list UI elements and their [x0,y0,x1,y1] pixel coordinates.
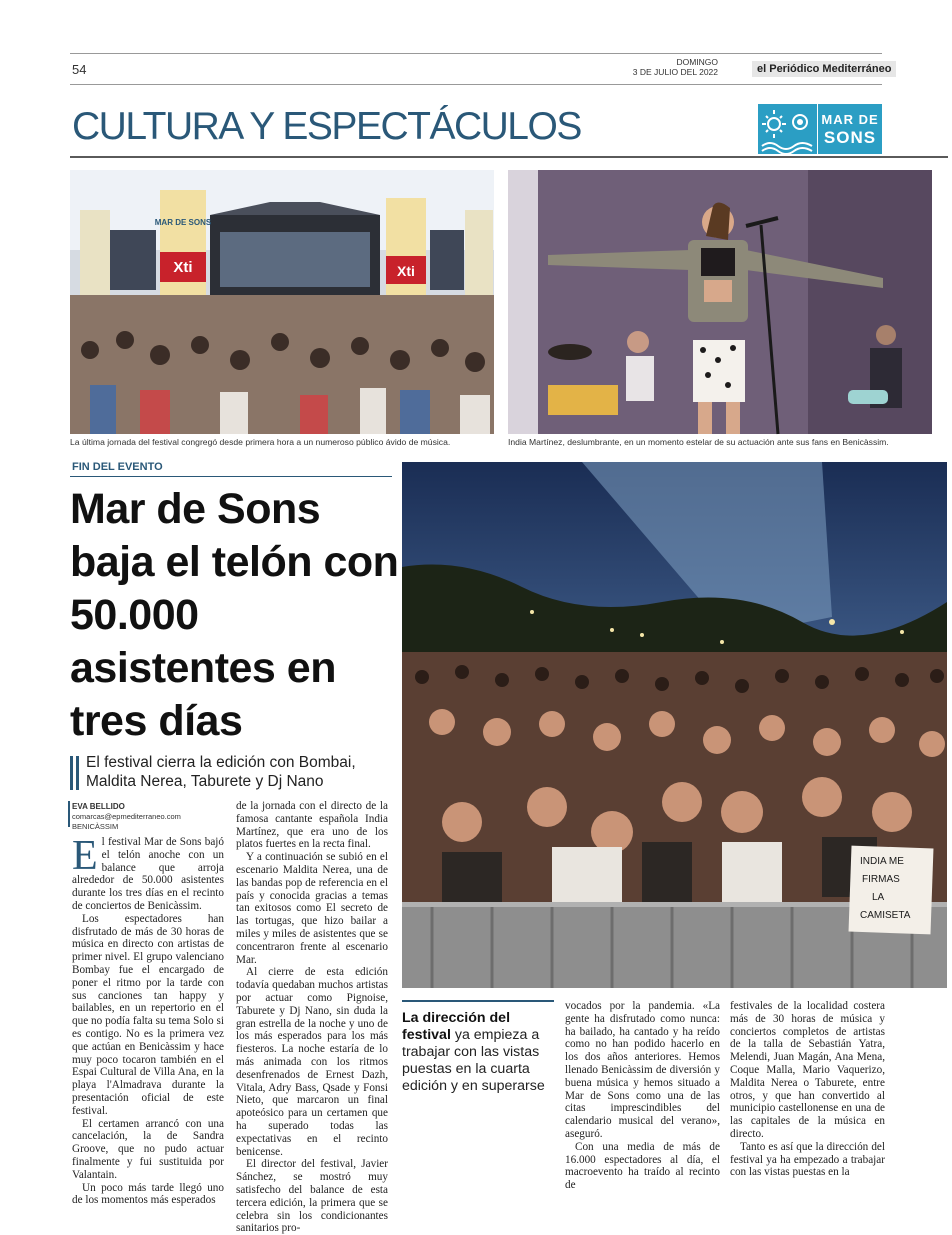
crowd-night-photo [402,462,947,988]
article-column-1: El festival Mar de Sons bajó el telón anoche con un balance que arroja alrededor de 50.000 asistentes durante los tres días en el recinto de conciertos de Benicàssim. Los espectadores han disfrutado de más de 30 horas de música en directo con artistas de primer nivel. El grupo valenciano Bombay fue el encargado de poner el ritmo por la tarde con sus canciones tan happy y bailables, en un repertorio en el que no podía falta su tema Solo si es contigo. No es la primera vez que actúan en Benicàssim y hace muy poco tocaron también en el Espai Cultural de Villa Ana, en la playa l'Almadrava durante la presentación oficial de este festival. El certamen arrancó con una cancelación, la de Sandra Groove, que no pudo actuar finalmente y fui sustituida por Valantain. Un poco más tarde llegó uno de los momentos más esperados [72,833,224,1207]
kicker-rule [70,476,392,477]
pullquote-lead: La dirección del festival [402,1010,511,1043]
top-rule [70,53,882,54]
section-title: CULTURA Y ESPECTÁCULOS [72,105,581,148]
singer-photo [508,170,932,434]
logo-text-top: MAR DE [821,112,879,127]
author-bar [68,801,70,827]
article-subheadline: El festival cierra la edición con Bombai, Maldita Nerea, Taburete y Dj Nano [86,754,356,790]
date-label: 3 DE JULIO DEL 2022 [632,67,718,77]
pull-quote [402,1010,554,1095]
author-email: comarcas@epmediterraneo.com [72,812,181,821]
article-column-3: vocados por la pandemia. «La gente ha disfrutado como nunca: ha bailado, ha cantado y ha reído como no han podido hacerlo en los dos años anteriores. Hemos llenado Benicàssim de diversión y buena música y hemos situado a Mar de Sons como una de las citas imprescindibles del calendario musical del verano», aseguró. Con una media de más de 16.000 espectadores al día, el macroevento ha traído al recinto de [565,1000,720,1192]
section-rule [70,156,948,158]
subhead-bar [70,756,73,790]
author-block [72,802,181,832]
sponsor-sign-left: Xti [173,259,193,276]
dropcap: E [72,833,98,879]
stage-sign-left: MAR DE SONS [154,218,212,227]
day-label: DOMINGO [676,57,718,67]
page-number: 54 [72,62,87,77]
article-headline: Mar de Sons baja el telón con 50.000 asistentes en tres días [70,485,399,745]
paper-name: el Periódico Mediterráneo [752,61,896,77]
article-column-4: festivales de la localidad costera más de 30 horas de música y conciertos completos de artistas de la talla de Sebastián Yatra, Melendi, Juan Magán, Ana Mena, Coque Malla, Mario Vaquerizo, Maldita Nerea o Taburete, entre otros, y que han convertido al municipio castellonense en una de las capitales de la música en directo. Tanto es así que la dirección del festival ya ha empezado a trabajar con las vistas puestas en la [730,1000,885,1179]
author-location: BENICÀSSIM [72,822,119,831]
photo-caption-2: India Martínez, deslumbrante, en un momento estelar de su actuación ante sus fans en Benicàssim. [508,437,889,447]
festival-stage-photo [70,170,494,434]
sponsor-sign-right: Xti [397,263,415,279]
photo-caption-1: La última jornada del festival congregó desde primera hora a un numeroso público ávido de música. [70,437,451,447]
author-name: EVA BELLIDO [72,802,125,811]
header-rule [70,84,882,85]
article-kicker: FIN DEL EVENTO [72,461,163,473]
article-column-2: de la jornada con el directo de la famosa cantante española India Martínez, que era uno de los platos fuertes en la recta final. Y a continuación se subió en el escenario Maldita Nerea, una de las bandas pop de referencia en el país y conocida gracias a temas tan exitosos como El secreto de las tortugas, que hizo bailar a miles y miles de asistentes que se concentraron frente al escenario Mar. Al cierre de esta edición todavía quedaban muchos artistas por actuar como Pignoise, Taburete y Dj Nano, sin duda la gran estrella de la noche y uno de los más esperados para los más fiesteros. La noche estaría de lo más animada con los ritmos desenfrenados de Ernest Dazh, Vitala, Adry Bass, Qsade y Fonsi Nieto, que marcaron un final apoteósico para un certamen que ha superado todas las expectativas en el recinto benicense. El director del festival, Javier Sánchez, se mostró muy satisfecho del balance de esta tercera edición, la primera que se celebra sin los condicionantes sanitarios pro- [236,800,388,1235]
pullquote-text: ya empieza a trabajar con las vistas puestas en la cuarta edición y en superarse [402,1027,545,1094]
crowd-sign-text: INDIA ME FIRMAS LA CAMISETA [860,856,911,921]
subhead-bar [76,756,79,790]
mar-de-sons-logo [758,104,882,154]
sun-logo-icon [758,104,818,154]
logo-text-bottom: SONS [823,128,877,147]
pullquote-rule [402,1000,554,1002]
date-block [600,57,718,77]
